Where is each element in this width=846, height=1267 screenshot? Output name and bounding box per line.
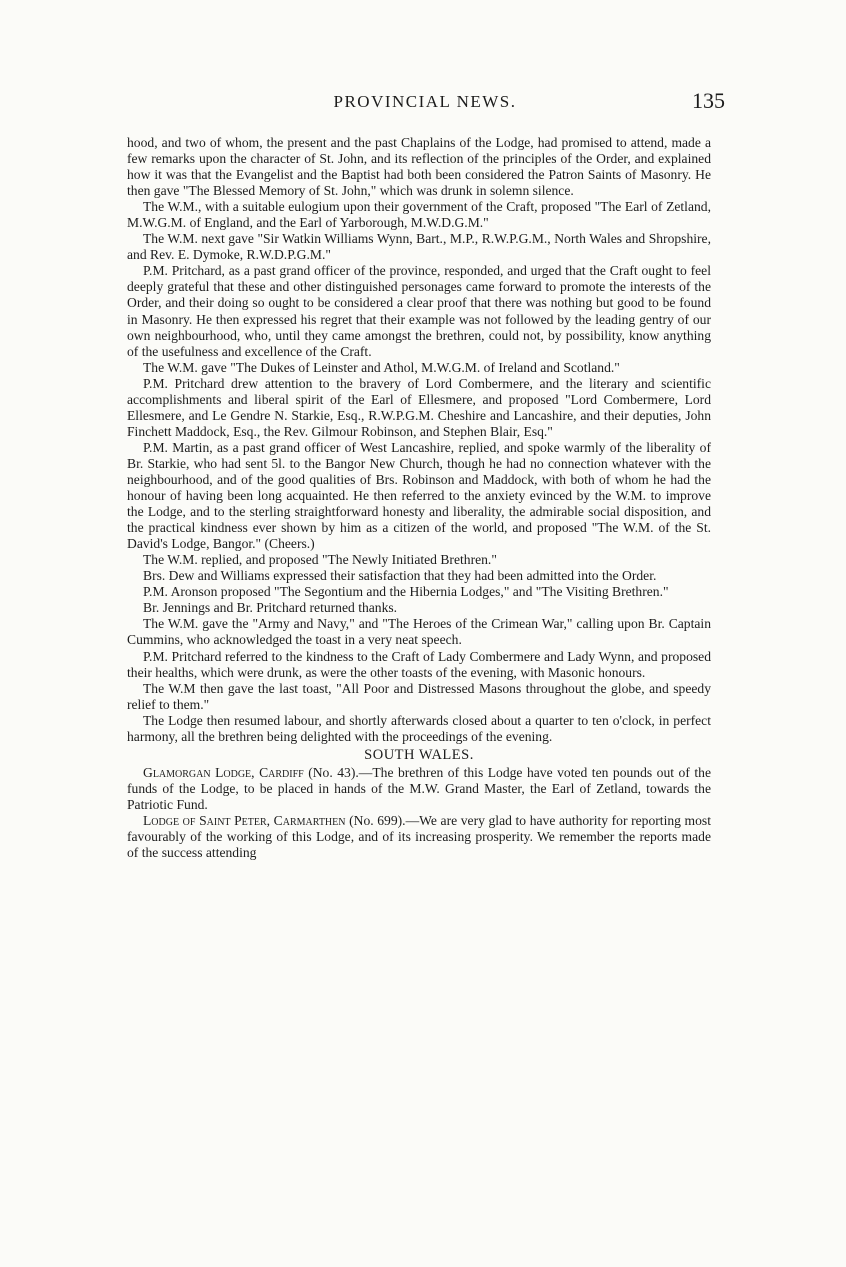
paragraph: P.M. Pritchard, as a past grand officer of the province, responded, and urged that the Craft ought to feel deeply grateful that these and other distinguished personages came forward to promote the interests of the Order, and their doing so ought to be considered a clear proof that there was nothing but good to be found in Masonry. He then expressed his regret that their example was not followed by the leading gentry of our own neighbourhood, who, until they came amongst the brethren, could not, by possibility, know anything of the usefulness and excellence of the Craft. [127, 263, 711, 359]
section-heading: SOUTH WALES. [364, 746, 474, 763]
paragraph: The Lodge then resumed labour, and shortly afterwards closed about a quarter to ten o'clock, in perfect harmony, all the brethren being delighted with the proceedings of the evening. [127, 712, 711, 744]
paragraph: The W.M., with a suitable eulogium upon their government of the Craft, proposed "The Earl of Zetland, M.W.G.M. of England, and the Earl of Yarborough, M.W.D.G.M." [127, 199, 711, 231]
paragraph: hood, and two of whom, the present and the past Chaplains of the Lodge, had promised to attend, made a few remarks upon the character of St. John, and its reflection of the principles of the Order, and explained how it was that the Evangelist and the Baptist had both been considered the Patron Saints of Masonry. He then gave "The Blessed Memory of St. John," which was drunk in solemn silence. [127, 135, 711, 199]
paragraph: P.M. Aronson proposed "The Segontium and the Hibernia Lodges," and "The Visiting Brethren." [143, 584, 669, 600]
entry-lead: Lodge of Saint Peter, Carmarthen [143, 812, 346, 828]
section-entry [127, 813, 711, 861]
paragraph: The W.M then gave the last toast, "All Poor and Distressed Masons throughout the globe, and speedy relief to them." [127, 680, 711, 712]
body-text [127, 135, 711, 861]
paragraph: Brs. Dew and Williams expressed their satisfaction that they had been admitted into the Order. [143, 568, 657, 584]
paragraph: The W.M. gave "The Dukes of Leinster and Athol, M.W.G.M. of Ireland and Scotland." [143, 359, 620, 375]
paragraph: Br. Jennings and Br. Pritchard returned thanks. [143, 600, 398, 616]
paragraph: P.M. Pritchard drew attention to the bravery of Lord Combermere, and the literary and scientific accomplishments and liberal spirit of the Earl of Ellesmere, and proposed "Lord Combermere, Lord Ellesmere, and Le Gendre N. Starkie, Esq., R.W.P.G.M. Cheshire and Lancashire, and their deputies, John Finchett Maddock, Esq., the Rev. Gilmour Robinson, and Stephen Blair, Esq." [127, 375, 711, 439]
paragraph: The W.M. next gave "Sir Watkin Williams Wynn, Bart., M.P., R.W.P.G.M., North Wales and Shropshire, and Rev. E. Dymoke, R.W.D.P.G.M." [127, 231, 711, 263]
paragraph: P.M. Martin, as a past grand officer of West Lancashire, replied, and spoke warmly of the liberality of Br. Starkie, who had sent 5l. to the Bangor New Church, though he had no connection whatever with the neighbourhood, and of the good qualities of Brs. Robinson and Maddock, with both of whom he had the honour of having been long acquainted. He then referred to the anxiety evinced by the W.M. to improve the Lodge, and to the sterling straightforward honesty and liberality, the admirable social disposition, and the practical kindness ever shown by him as a citizen of the world, and proposed "The W.M. of the St. David's Lodge, Bangor." (Cheers.) [127, 439, 711, 552]
page-number: 135 [692, 88, 725, 113]
paragraph: The W.M. gave the "Army and Navy," and "The Heroes of the Crimean War," calling upon Br. Captain Cummins, who acknowledged the toast in a very neat speech. [127, 616, 711, 648]
section-entry [127, 765, 711, 813]
paragraph: P.M. Pritchard referred to the kindness to the Craft of Lady Combermere and Lady Wynn, and proposed their healths, which were drunk, as were the other toasts of the evening, with Masonic honours. [127, 648, 711, 680]
entry-text: (No. 43).—The brethren of this Lodge have voted ten pounds out of the funds of the Lodge, to be placed in hands of the M.W. Grand Master, the Earl of Zetland, towards the Patriotic Fund. [127, 764, 711, 812]
entry-text: (No. 699).—We are very glad to have authority for reporting most favourably of the working of this Lodge, and of its increasing prosperity. We remember the reports made of the success attending [127, 812, 711, 861]
entry-lead: Glamorgan Lodge, Cardiff [143, 764, 304, 780]
running-title: PROVINCIAL NEWS. [333, 92, 517, 111]
page-header [125, 88, 725, 118]
paragraph: The W.M. replied, and proposed "The Newly Initiated Brethren." [143, 552, 497, 568]
